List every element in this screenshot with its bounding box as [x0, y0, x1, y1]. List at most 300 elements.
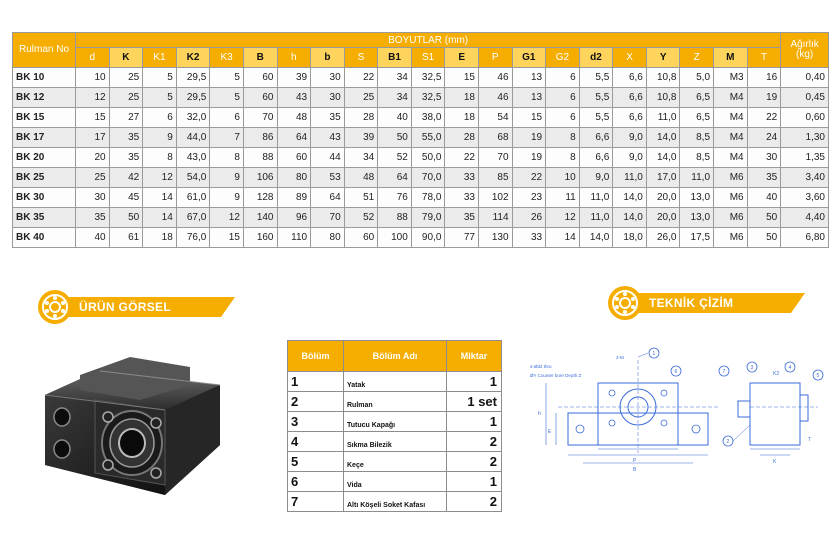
- dimension-cell: M3: [714, 68, 748, 88]
- dimension-cell: 5,5: [579, 108, 613, 128]
- counterbore-note: ØY Counter bore Depth Z: [530, 373, 582, 378]
- dimension-cell: 6,5: [680, 88, 714, 108]
- product-image-banner: [37, 293, 237, 321]
- dimension-cell: 70: [478, 148, 512, 168]
- dimension-cell: 9,0: [579, 168, 613, 188]
- part-no-cell: 4: [288, 432, 344, 452]
- dimension-cell: 23: [512, 188, 546, 208]
- dimension-cell: 19: [747, 88, 781, 108]
- parts-row: [288, 472, 502, 492]
- dimension-cell: M6: [714, 188, 748, 208]
- part-qty-cell: 1: [447, 472, 502, 492]
- dimension-cell: 45: [109, 188, 143, 208]
- dimension-cell: 6: [546, 68, 580, 88]
- dimension-cell: 67,0: [176, 208, 210, 228]
- dimension-cell: M4: [714, 148, 748, 168]
- dimension-cell: 22: [747, 108, 781, 128]
- dimension-cell: 102: [478, 188, 512, 208]
- dimension-cell: 27: [109, 108, 143, 128]
- dimension-cell: 11,0: [613, 168, 647, 188]
- dim-label-B: B: [633, 467, 637, 473]
- dimension-cell: 35: [747, 168, 781, 188]
- weight-cell: 4,40: [781, 208, 829, 228]
- dimension-cell: 39: [344, 128, 378, 148]
- dimension-cell: 14,0: [646, 128, 680, 148]
- dimension-cell: 9: [210, 188, 244, 208]
- dim-label-h: h: [538, 411, 541, 417]
- weight-cell: 3,60: [781, 188, 829, 208]
- dimension-cell: 14: [546, 228, 580, 248]
- dimension-cell: 46: [478, 88, 512, 108]
- dimension-cell: 12: [143, 168, 177, 188]
- dimension-cell: 43,0: [176, 148, 210, 168]
- dimension-cell: 50: [378, 128, 412, 148]
- dimension-cell: 13,0: [680, 188, 714, 208]
- dimension-cell: 10,8: [646, 68, 680, 88]
- dimensions-group-header: BOYUTLAR (mm): [76, 33, 781, 48]
- dimension-cell: 54,0: [176, 168, 210, 188]
- dim-label-E: E: [548, 429, 552, 435]
- table-row: [13, 128, 829, 148]
- dimension-cell: 46: [478, 68, 512, 88]
- dimension-cell: 11,0: [579, 188, 613, 208]
- dimension-cell: 40: [747, 188, 781, 208]
- dimension-group-header-row: [13, 33, 829, 48]
- bearing-name-cell: BK 15: [13, 108, 76, 128]
- balloon-2-label: 2: [726, 439, 730, 445]
- dimension-cell: 160: [243, 228, 277, 248]
- dimension-cell: 14: [143, 188, 177, 208]
- col-header-z: Z: [680, 48, 714, 68]
- bearing-name-cell: BK 30: [13, 188, 76, 208]
- part-name-cell: Yatak: [344, 372, 447, 392]
- dimension-cell: 6,6: [613, 88, 647, 108]
- part-qty-cell: 2: [447, 492, 502, 512]
- dimension-cell: 35: [109, 128, 143, 148]
- dimension-cell: 7: [210, 128, 244, 148]
- dimension-cell: 24: [747, 128, 781, 148]
- dimension-cell: 43: [277, 88, 311, 108]
- dimension-cell: 106: [243, 168, 277, 188]
- bearing-name-cell: BK 12: [13, 88, 76, 108]
- dimension-cell: 40: [378, 108, 412, 128]
- dimension-cell: 28: [344, 108, 378, 128]
- parts-row: [288, 432, 502, 452]
- dimension-cell: 20,0: [646, 188, 680, 208]
- bearing-icon: [37, 289, 73, 325]
- col-header-b: b: [311, 48, 345, 68]
- dimension-cell: 86: [243, 128, 277, 148]
- dimension-cell: 79,0: [411, 208, 445, 228]
- product-image-title: ÜRÜN GÖRSEL: [79, 300, 171, 314]
- dimension-cell: 22: [445, 148, 479, 168]
- col-header-k3: K3: [210, 48, 244, 68]
- balloon-5-label: 5: [816, 373, 820, 379]
- parts-row: [288, 412, 502, 432]
- dimension-cell: 78,0: [411, 188, 445, 208]
- dimension-cell: 60: [277, 148, 311, 168]
- dimension-cell: 30: [311, 68, 345, 88]
- dimension-cell: 30: [747, 148, 781, 168]
- dimension-cell: 26,0: [646, 228, 680, 248]
- dimension-cell: 5: [143, 88, 177, 108]
- dimension-cell: 8: [546, 148, 580, 168]
- dimension-cell: 12: [546, 208, 580, 228]
- dimension-cell: 32,5: [411, 68, 445, 88]
- dimension-cell: 110: [277, 228, 311, 248]
- dimension-cell: 8: [546, 128, 580, 148]
- dim-label-K: K: [773, 459, 777, 465]
- dimension-cell: 85: [478, 168, 512, 188]
- dimension-cell: 114: [478, 208, 512, 228]
- dimension-cell: 44,0: [176, 128, 210, 148]
- col-header-h: h: [277, 48, 311, 68]
- dimension-cell: 8: [143, 148, 177, 168]
- dimension-cell: 22: [344, 68, 378, 88]
- table-row: [13, 188, 829, 208]
- dimension-cell: 8,5: [680, 128, 714, 148]
- dimension-cell: 76: [378, 188, 412, 208]
- dimension-cell: 18,0: [613, 228, 647, 248]
- dimension-cell: 35: [76, 208, 110, 228]
- dimension-cell: 8: [210, 148, 244, 168]
- dimension-cell: 6,6: [579, 148, 613, 168]
- dimension-cell: 10,8: [646, 88, 680, 108]
- dimension-cell: 130: [478, 228, 512, 248]
- dimension-cell: 15: [210, 228, 244, 248]
- bearing-name-cell: BK 20: [13, 148, 76, 168]
- dimension-cell: 29,5: [176, 68, 210, 88]
- dimension-cell: 25: [76, 168, 110, 188]
- balloon-1-label: 1: [652, 351, 656, 357]
- dimension-cell: 90,0: [411, 228, 445, 248]
- dimension-cell: 48: [277, 108, 311, 128]
- dimension-cell: 6: [143, 108, 177, 128]
- dimension-cell: 77: [445, 228, 479, 248]
- dimension-cell: 9: [210, 168, 244, 188]
- technical-drawing-banner: [607, 289, 807, 317]
- part-name-header: Bölüm Adı: [344, 341, 447, 372]
- col-header-p: P: [478, 48, 512, 68]
- dimension-cell: 70: [311, 208, 345, 228]
- dimension-cell: 70: [243, 108, 277, 128]
- dimension-cell: 54: [478, 108, 512, 128]
- col-header-k2: K2: [176, 48, 210, 68]
- col-header-d2: d2: [579, 48, 613, 68]
- dimension-cell: 88: [378, 208, 412, 228]
- dimension-cell: 13: [512, 68, 546, 88]
- dimension-cell: 61,0: [176, 188, 210, 208]
- dimension-cell: M6: [714, 168, 748, 188]
- table-row: [13, 88, 829, 108]
- dimension-cell: 50,0: [411, 148, 445, 168]
- dimension-cell: 9,0: [613, 148, 647, 168]
- balloon-4-label: 4: [788, 365, 792, 371]
- part-name-cell: Rulman: [344, 392, 447, 412]
- dimension-cell: 20,0: [646, 208, 680, 228]
- dimension-cell: 29,5: [176, 88, 210, 108]
- bearing-name-cell: BK 17: [13, 128, 76, 148]
- part-qty-cell: 1 set: [447, 392, 502, 412]
- parts-header-row: [288, 341, 502, 372]
- dimension-cell: 8,5: [680, 148, 714, 168]
- parts-row: [288, 452, 502, 472]
- parts-table-body: [288, 372, 502, 512]
- dimension-cell: 13,0: [680, 208, 714, 228]
- col-header-g1: G1: [512, 48, 546, 68]
- dimension-cell: 50: [747, 208, 781, 228]
- col-header-k1: K1: [143, 48, 177, 68]
- dimension-cell: 68: [478, 128, 512, 148]
- dimension-cell: 64: [378, 168, 412, 188]
- dimension-cell: 25: [109, 68, 143, 88]
- dimension-cell: 14,0: [646, 148, 680, 168]
- dimension-cell: 60: [243, 68, 277, 88]
- bearing-name-cell: BK 25: [13, 168, 76, 188]
- dimension-cell: 5: [210, 68, 244, 88]
- table-row: [13, 228, 829, 248]
- dimension-cell: 5: [210, 88, 244, 108]
- rulman-header: Rulman No: [13, 33, 76, 68]
- dimension-table-body: [13, 68, 829, 248]
- dimension-cell: 9: [143, 128, 177, 148]
- dimension-cell: 17: [76, 128, 110, 148]
- dimension-cell: 17,0: [646, 168, 680, 188]
- dimension-cell: 11,0: [646, 108, 680, 128]
- dimension-cell: M6: [714, 208, 748, 228]
- dimension-cell: 140: [243, 208, 277, 228]
- front-view: [530, 348, 718, 473]
- hole-note: 4-Ød2 thru: [530, 364, 552, 369]
- part-no-cell: 7: [288, 492, 344, 512]
- part-name-cell: Vida: [344, 472, 447, 492]
- part-no-header: Bölüm: [288, 341, 344, 372]
- dimension-cell: 6,6: [579, 128, 613, 148]
- dimension-cell: 12: [76, 88, 110, 108]
- dimension-cell: 96: [277, 208, 311, 228]
- dimension-cell: 40: [76, 228, 110, 248]
- dimension-cell: 18: [445, 88, 479, 108]
- dimension-cell: 11,0: [680, 168, 714, 188]
- parts-row: [288, 392, 502, 412]
- dimension-cell: 100: [378, 228, 412, 248]
- dimension-cell: 38,0: [411, 108, 445, 128]
- part-qty-cell: 2: [447, 452, 502, 472]
- weight-cell: 3,40: [781, 168, 829, 188]
- dimension-cell: 26: [512, 208, 546, 228]
- dimension-cell: 6: [210, 108, 244, 128]
- technical-drawing-title: TEKNİK ÇİZİM: [649, 296, 734, 310]
- dimension-cell: 50: [747, 228, 781, 248]
- part-qty-header: Miktar: [447, 341, 502, 372]
- dimension-column-header-row: [13, 48, 829, 68]
- dimension-cell: M6: [714, 228, 748, 248]
- dimension-cell: 30: [76, 188, 110, 208]
- dimension-cell: 34: [378, 88, 412, 108]
- dimension-cell: 15: [445, 68, 479, 88]
- part-name-cell: Tutucu Kapağı: [344, 412, 447, 432]
- col-header-b: B: [243, 48, 277, 68]
- dimension-cell: 12: [210, 208, 244, 228]
- col-header-t: T: [747, 48, 781, 68]
- bearing-icon: [607, 285, 643, 321]
- dimension-cell: 5,5: [579, 68, 613, 88]
- dimension-cell: 35: [109, 148, 143, 168]
- dimension-cell: 5: [143, 68, 177, 88]
- dimension-cell: 22: [512, 168, 546, 188]
- dimension-cell: 33: [512, 228, 546, 248]
- dimension-cell: 5,5: [579, 88, 613, 108]
- technical-drawing: [528, 345, 830, 475]
- part-qty-cell: 2: [447, 432, 502, 452]
- table-row: [13, 208, 829, 228]
- part-no-cell: 6: [288, 472, 344, 492]
- dimension-cell: 16: [747, 68, 781, 88]
- dimension-cell: 30: [311, 88, 345, 108]
- part-no-cell: 2: [288, 392, 344, 412]
- dimension-cell: 18: [143, 228, 177, 248]
- weight-cell: 6,80: [781, 228, 829, 248]
- dimension-cell: 11,0: [579, 208, 613, 228]
- part-qty-cell: 1: [447, 372, 502, 392]
- dimension-cell: 50: [109, 208, 143, 228]
- part-no-cell: 1: [288, 372, 344, 392]
- dimension-cell: 25: [344, 88, 378, 108]
- side-view: [719, 362, 823, 465]
- dimension-cell: M4: [714, 108, 748, 128]
- part-qty-cell: 1: [447, 412, 502, 432]
- dimension-cell: 52: [344, 208, 378, 228]
- col-header-m: M: [714, 48, 748, 68]
- dimension-cell: 88: [243, 148, 277, 168]
- dimension-cell: 6,5: [680, 108, 714, 128]
- dimension-cell: 14,0: [613, 208, 647, 228]
- dimension-cell: 10: [546, 168, 580, 188]
- bearing-name-cell: BK 40: [13, 228, 76, 248]
- dimension-cell: 14,0: [579, 228, 613, 248]
- dimension-cell: 17,5: [680, 228, 714, 248]
- table-row: [13, 148, 829, 168]
- dimension-cell: 14,0: [613, 188, 647, 208]
- dimension-cell: 76,0: [176, 228, 210, 248]
- parts-row: [288, 372, 502, 392]
- dimension-cell: 80: [311, 228, 345, 248]
- part-name-cell: Altı Köşeli Soket Kafası: [344, 492, 447, 512]
- dimension-cell: 64: [311, 188, 345, 208]
- weight-cell: 0,45: [781, 88, 829, 108]
- dimension-table: [12, 32, 829, 248]
- table-row: [13, 108, 829, 128]
- col-header-y: Y: [646, 48, 680, 68]
- bearing-name-cell: BK 35: [13, 208, 76, 228]
- dimension-cell: 6: [546, 88, 580, 108]
- dimension-cell: 19: [512, 128, 546, 148]
- dimension-cell: 42: [109, 168, 143, 188]
- dimension-cell: 11: [546, 188, 580, 208]
- dimension-cell: 80: [277, 168, 311, 188]
- dimension-cell: 35: [311, 108, 345, 128]
- dimension-cell: 52: [378, 148, 412, 168]
- dimension-cell: 39: [277, 68, 311, 88]
- dimension-cell: 34: [344, 148, 378, 168]
- dimension-cell: 32,5: [411, 88, 445, 108]
- dimension-cell: 55,0: [411, 128, 445, 148]
- dimension-cell: 6: [546, 108, 580, 128]
- product-photo: [40, 345, 225, 505]
- dimension-cell: 70,0: [411, 168, 445, 188]
- dim-label-P: P: [633, 458, 637, 464]
- dimension-cell: 34: [378, 68, 412, 88]
- weight-header: Ağırlık (kg): [781, 33, 829, 68]
- part-no-cell: 3: [288, 412, 344, 432]
- dimension-cell: 10: [76, 68, 110, 88]
- dimension-cell: M4: [714, 88, 748, 108]
- dimension-cell: 25: [109, 88, 143, 108]
- col-header-s: S: [344, 48, 378, 68]
- dimension-cell: 19: [512, 148, 546, 168]
- parts-row: [288, 492, 502, 512]
- weight-cell: 1,30: [781, 128, 829, 148]
- col-header-b1: B1: [378, 48, 412, 68]
- balloon-7-label: 7: [722, 369, 726, 375]
- dimension-cell: 60: [344, 228, 378, 248]
- dimension-cell: 9,0: [613, 128, 647, 148]
- dimension-cell: 35: [445, 208, 479, 228]
- col-header-x: X: [613, 48, 647, 68]
- dimension-cell: 18: [445, 108, 479, 128]
- balloon-6-label: 6: [674, 369, 678, 375]
- weight-cell: 0,40: [781, 68, 829, 88]
- dimension-cell: 6,6: [613, 68, 647, 88]
- dimension-cell: 15: [512, 108, 546, 128]
- dimension-cell: 28: [445, 128, 479, 148]
- col-header-g2: G2: [546, 48, 580, 68]
- dimension-cell: 128: [243, 188, 277, 208]
- bearing-name-cell: BK 10: [13, 68, 76, 88]
- dimension-cell: 60: [243, 88, 277, 108]
- dimension-cell: 89: [277, 188, 311, 208]
- dimension-cell: 20: [76, 148, 110, 168]
- dimension-cell: M4: [714, 128, 748, 148]
- balloon-3-label: 3: [750, 365, 754, 371]
- dimension-cell: 64: [277, 128, 311, 148]
- dimension-cell: 14: [143, 208, 177, 228]
- dim-label-T: T: [808, 437, 812, 443]
- dim-label-K2: K2: [773, 371, 780, 377]
- weight-cell: 1,35: [781, 148, 829, 168]
- weight-cell: 0,60: [781, 108, 829, 128]
- dimension-cell: 15: [76, 108, 110, 128]
- dimension-cell: 51: [344, 188, 378, 208]
- part-name-cell: Sıkma Bilezik: [344, 432, 447, 452]
- dimension-cell: 61: [109, 228, 143, 248]
- dimension-cell: 33: [445, 168, 479, 188]
- dimension-cell: 53: [311, 168, 345, 188]
- dimension-cell: 48: [344, 168, 378, 188]
- col-header-k: K: [109, 48, 143, 68]
- parts-table: [287, 340, 502, 512]
- col-header-s1: S1: [411, 48, 445, 68]
- col-header-e: E: [445, 48, 479, 68]
- dimension-cell: 43: [311, 128, 345, 148]
- dimension-cell: 32,0: [176, 108, 210, 128]
- dimension-cell: 44: [311, 148, 345, 168]
- dimension-cell: 5,0: [680, 68, 714, 88]
- table-row: [13, 168, 829, 188]
- part-name-cell: Keçe: [344, 452, 447, 472]
- table-row: [13, 68, 829, 88]
- dimension-cell: 13: [512, 88, 546, 108]
